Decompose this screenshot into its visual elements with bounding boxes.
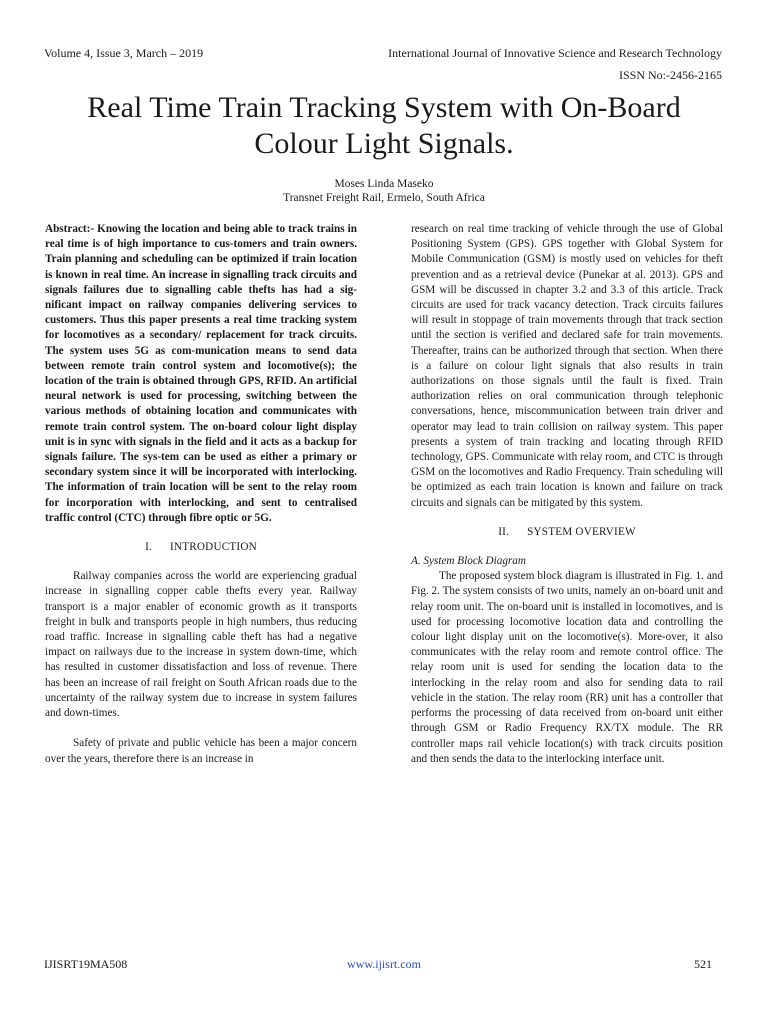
section-heading-introduction (45, 540, 357, 555)
author-name: Moses Linda Maseko (334, 178, 434, 190)
section-title: SYSTEM OVERVIEW (527, 525, 636, 538)
paper-title-line-1: Real Time Train Tracking System with On-Board (87, 91, 681, 124)
intro-paragraph-1: Railway companies across the world are experiencing gradual increase in signalling copper cable thefts every year. Railway transport is a major enabler of economic growth as it transports freight in bulk and transports people in high numbers, thus reducing road traffic. Increase in signalling cable theft has had a negative impact on railways due to the increase in system down-time, which has resulted in customer dissatisfaction and loss of revenue. There has been an increase of rail freight on South African roads due to the uncertainty of the railway system due to increase in system failures and down-times. (45, 570, 357, 720)
abstract: Abstract:- Knowing the location and being able to track trains in real time is of high importance to cus-tomers and train owners. Train planning and scheduling can be optimized if train location is known in real time. An increase in signalling track circuits and signals failures due to signalling cable thefts has had a sig-nificant impact on railway companies delivering services to customers. Thus this paper presents a real time tracking system for locomotives as a secondary/ replacement for track circuits. The system uses 5G as com-munication means to send data between remote train control system and locomotive(s); the location of the train is obtained through GPS, RFID. An artificial neural network is used for processing, switching between the various methods of obtaining location and communicates with remote train control system. The on-board colour light display unit is in sync with signals in the field and it acts as a backup for signals failure. The sys-tem can be used as either a primary or secondary system since it will be incorporated with interlocking. The information of train location will be sent to the relay room for incorporation with interlocking, and sent to centralised traffic control (CTC) through fibre optic or 5G. (45, 223, 357, 524)
journal-name: International Journal of Innovative Science and Research Technology (388, 46, 722, 60)
intro-paragraph-continued: research on real time tracking of vehicle through the use of Global Positioning System (GPS). GPS together with Global System for Mobile Communication (GSM) is mostly used on vehicles for theft prevention and as a retrieval device (Punekar at al. 2013). GPS and GSM will be discussed in chapter 3.2 and 3.3 of this article. Track circuits are used for track vacancy detection. Track circuits failures will result in stoppage of train movements through that track section until the section is verified and declared safe for train movements. Thereafter, trains can be authorized through that section. When there is a failure on colour light signals that also results in train authorizations on those signals until the fault is fixed. Train authorization relies on oral communication through telephonic conversations, hence, miscommunication between train driver and operator may lead to train collision on railway system. This paper presents a system of train tracking and locating through RFID technology, GPS. Communicate with relay room, and CTC is through GSM on the locomotives and Radio Frequency. Train scheduling will be optimized as each train location is known and failure on track circuits and signals can be mitigated by this system. (411, 223, 723, 509)
right-column (411, 222, 723, 767)
paper-title-line-2: Colour Light Signals. (254, 127, 514, 160)
intro-paragraph-2: Safety of private and public vehicle has been a major concern over the years, therefore there is an increase in (45, 737, 357, 765)
article-code: IJISRT19MA508 (44, 957, 128, 971)
section-number: I. (145, 541, 152, 554)
volume-issue: Volume 4, Issue 3, March – 2019 (44, 46, 204, 60)
issn: ISSN No:-2456-2165 (618, 68, 722, 82)
left-column (45, 222, 357, 767)
paragraph-gap (45, 721, 357, 736)
author-affiliation: Transnet Freight Rail, Ermelo, South Africa (283, 192, 485, 204)
system-overview-paragraph: The proposed system block diagram is illustrated in Fig. 1. and Fig. 2. The system consists of two units, namely an on-board unit and relay room unit. The on-board unit is installed in locomotives, and is used for processing locomotive location data and controlling the colour light display unit on the locomotive(s). More-over, it also communicates with the relay room and remote control office. The relay room unit is used for sending the location data to the interlocking in the relay room and also for sending data to rail vehicle in the station. The relay room (RR) unit has a controller that performs the processing of data received from on-board unit either through GSM or Radio Frequency RX/TX module. The RR controller maps rail vehicle location(s) with track circuits position and then sends the data to the interlocking interface unit. (411, 570, 723, 765)
section-title: INTRODUCTION (170, 541, 257, 554)
section-number: II. (498, 525, 510, 538)
paper-title (40, 90, 728, 162)
subsection-heading: A. System Block Diagram (411, 555, 526, 568)
page-number: 521 (694, 957, 712, 971)
section-heading-system-overview (411, 525, 723, 540)
journal-website-link[interactable]: www.ijisrt.com (347, 957, 421, 971)
